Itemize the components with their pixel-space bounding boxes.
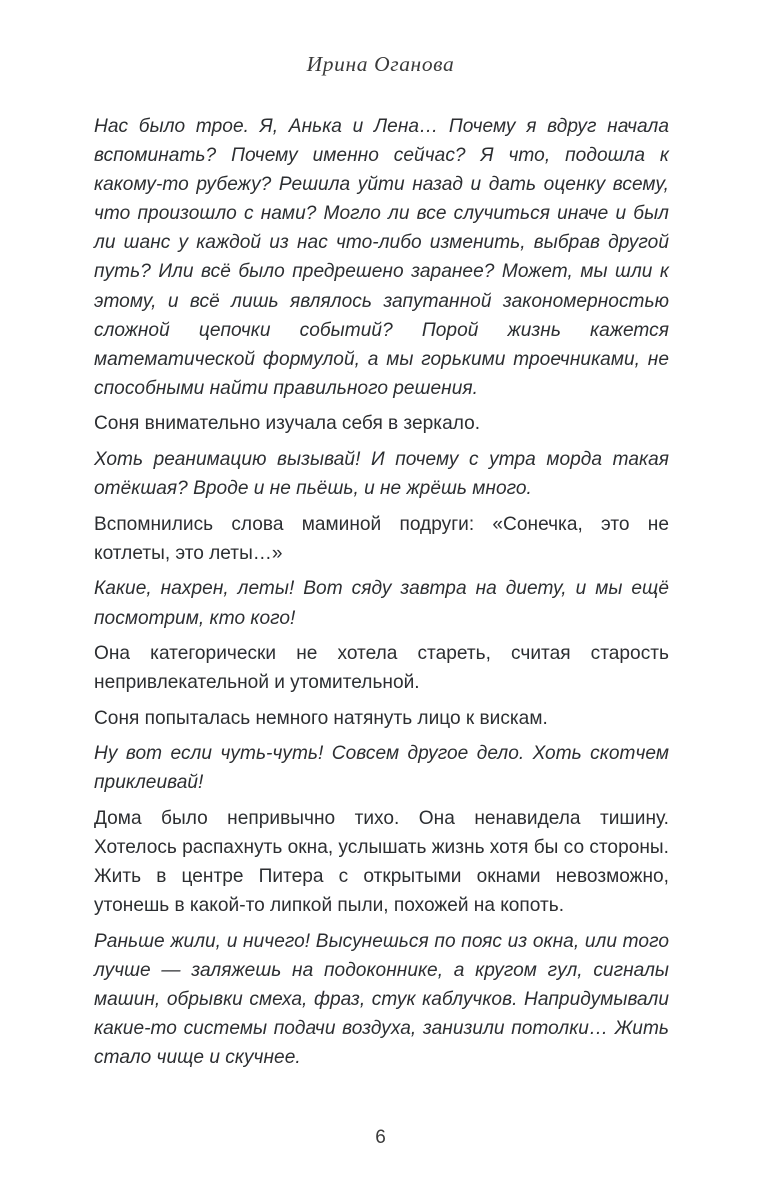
paragraph: Она категорически не хотела стареть, считая старость непривлекательной и утомительной. [94, 643, 669, 694]
paragraph: Соня внимательно изучала себя в зеркало. [94, 413, 481, 435]
paragraph: Нас было трое. Я, Анька и Лена… Почему я вдруг начала вспоминать? Почему именно сейчас? Я что, подошла к какому-то рубежу? Решила уйти назад и дать оценку всему, что произошло с нами? Могло ли все случиться иначе и был ли шанс у каждой из нас что-либо изменить, выбрав другой путь? Или всё было предрешено заранее? Может, мы шли к этому, и всё лишь являлось запутанной закономерностью сложной цепочки событий? Порой жизнь кажется математической формулой, а мы горькими троечниками, не способными найти правильного решения. [94, 116, 669, 399]
paragraph: Какие, нахрен, леты! Вот сяду завтра на диету, и мы ещё посмотрим, кто кого! [94, 578, 669, 629]
page-number: 6 [375, 1127, 386, 1148]
paragraph: Хоть реанимацию вызывай! И почему с утра морда такая отёкшая? Вроде и не пьёшь, и не жрёшь много. [94, 449, 669, 500]
body-text-column [94, 112, 669, 1072]
paragraph: Дома было непривычно тихо. Она ненавидела тишину. Хотелось распахнуть окна, услышать жизнь хотя бы со стороны. Жить в центре Питера с открытыми окнами невозможно, утонешь в какой-то липкой пыли, похожей на копоть. [94, 808, 669, 917]
paragraph: Соня попыталась немного натянуть лицо к вискам. [94, 707, 548, 729]
paragraph: Ну вот если чуть-чуть! Совсем другое дело. Хоть скотчем приклеивай! [94, 743, 669, 794]
paragraph: Вспомнились слова маминой подруги: «Сонечка, это не котлеты, это леты…» [94, 513, 669, 564]
paragraph: Раньше жили, и ничего! Высунешься по пояс из окна, или того лучше — заляжешь на подоконнике, а кругом гул, сигналы машин, обрывки смеха, фраз, стук каблучков. Напридумывали какие-то системы подачи воздуха, занизили потолки… Жить стало чище и скучнее. [94, 930, 669, 1069]
running-head-author: Ирина Оганова [306, 52, 455, 76]
